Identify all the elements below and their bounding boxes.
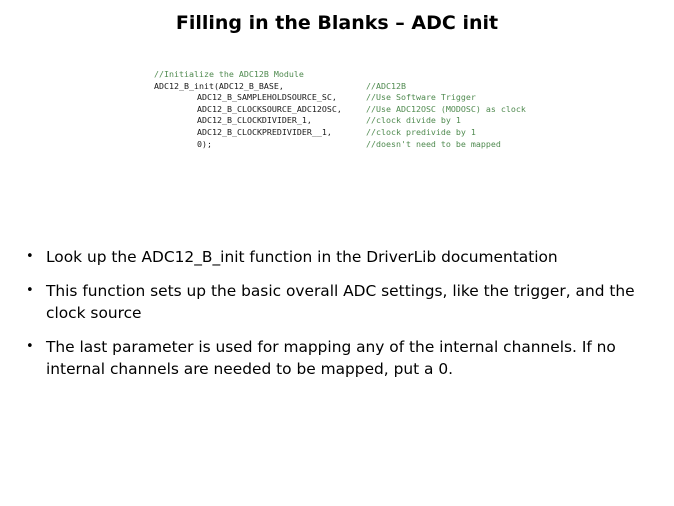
bullet-dot-icon: • — [26, 283, 34, 298]
bullet-item — [24, 336, 654, 380]
code-statement: ADC12_B_CLOCKSOURCE_ADC12OSC, — [197, 103, 342, 114]
code-statement: ADC12_B_init(ADC12_B_BASE, — [154, 80, 284, 91]
bullet-text: This function sets up the basic overall ADC settings, like the trigger, and the clock source — [46, 282, 635, 322]
code-line — [154, 127, 554, 139]
code-comment: //Use Software Trigger — [366, 92, 476, 103]
bullet-item — [24, 280, 654, 324]
code-line — [154, 139, 554, 151]
code-statement: ADC12_B_CLOCKPREDIVIDER__1, — [197, 126, 332, 137]
code-header-comment: //Initialize the ADC12B Module — [154, 69, 304, 79]
code-line — [154, 115, 554, 127]
bullet-list — [24, 246, 654, 392]
bullet-item — [24, 246, 654, 268]
bullet-dot-icon: • — [26, 339, 34, 354]
code-comment: //ADC12B — [366, 80, 406, 91]
code-comment: //clock divide by 1 — [366, 115, 461, 126]
code-line — [154, 81, 554, 93]
code-snippet — [154, 69, 554, 150]
code-comment: //doesn't need to be mapped — [366, 138, 501, 149]
bullet-dot-icon: • — [26, 249, 34, 264]
bullet-text: The last parameter is used for mapping any of the internal channels. If no internal channels are needed to be mapped, put a 0. — [46, 338, 616, 378]
slide-title: Filling in the Blanks – ADC init — [175, 12, 499, 34]
code-comment: //clock predivide by 1 — [366, 126, 476, 137]
code-line — [154, 104, 554, 116]
code-line — [154, 92, 554, 104]
code-comment: //Use ADC12OSC (MODOSC) as clock — [366, 103, 526, 114]
code-statement: ADC12_B_SAMPLEHOLDSOURCE_SC, — [197, 92, 337, 103]
bullet-text: Look up the ADC12_B_init function in the DriverLib documentation — [46, 248, 558, 266]
code-statement: ADC12_B_CLOCKDIVIDER_1, — [197, 115, 312, 126]
code-statement: 0); — [197, 138, 212, 149]
